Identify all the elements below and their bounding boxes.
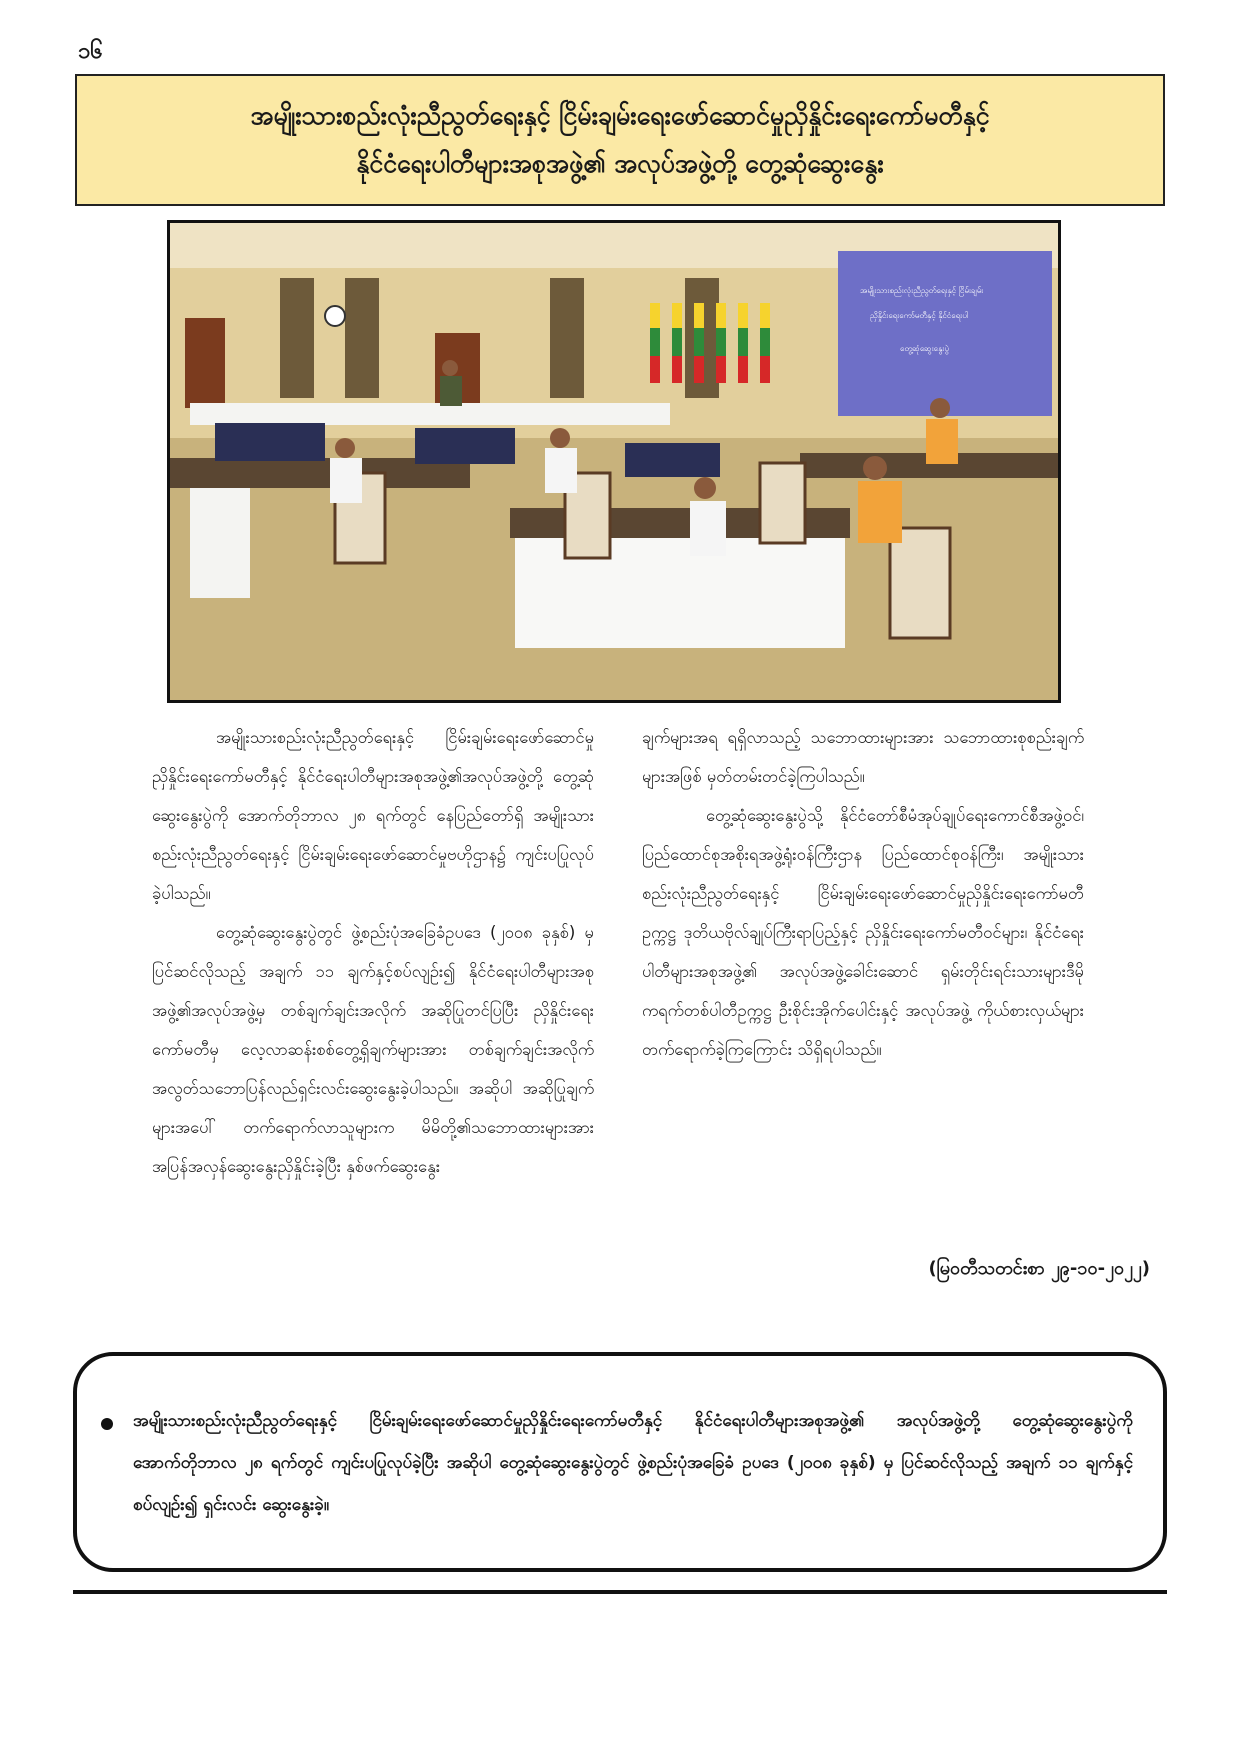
- article-paragraph: ချက်များအရ ရရှိလာသည့် သဘောထားများအား သဘောထားစုစည်းချက်များအဖြစ် မှတ်တမ်းတင်ခဲ့ကြပါသည်။: [642, 728, 1084, 786]
- article-paragraph: တွေ့ဆုံဆွေးနွေးပွဲသို့ နိုင်ငံတော်စီမံအုပ်ချုပ်ရေးကောင်စီအဖွဲ့ဝင်၊ ပြည်ထောင်စုအစိုးရအဖွဲ့ရုံးဝန်ကြီးဌာန ပြည်ထောင်စုဝန်ကြီး၊ အမျိုးသားစည်းလုံးညီညွတ်ရေးနှင့် ငြိမ်းချမ်းရေးဖော်ဆောင်မှုညှိနှိုင်းရေးကော်မတီဥက္ကဋ္ဌ ဒုတိယဗိုလ်ချုပ်ကြီးရာပြည့်နှင့် ညှိနှိုင်းရေးကော်မတီဝင်များ၊ နိုင်ငံရေးပါတီများအစုအဖွဲ့၏ အလုပ်အဖွဲ့ခေါင်းဆောင် ရှမ်းတိုင်းရင်းသားများဒီမိုကရက်တစ်ပါတီဥက္ကဋ္ဌ ဦးစိုင်းအိုက်ပေါင်းနှင့် အလုပ်အဖွဲ့ ကိုယ်စားလှယ်များ တက်ရောက်ခဲ့ကြကြောင်း သိရှိရပါသည်။: [642, 806, 1084, 1059]
- projection-screen: [838, 251, 1052, 416]
- article-paragraph: အမျိုးသားစည်းလုံးညီညွတ်ရေးနှင့် ငြိမ်းချမ်းရေးဖော်ဆောင်မှုညှိနှိုင်းရေးကော်မတီနှင့် နိုင်ငံရေးပါတီများအစုအဖွဲ့၏အလုပ်အဖွဲ့တို့ တွေ့ဆုံဆွေးနွေးပွဲကို အောက်တိုဘာလ ၂၈ ရက်တွင် နေပြည်တော်ရှိ အမျိုးသားစည်းလုံးညီညွတ်ရေးနှင့် ငြိမ်းချမ်းရေးဖော်ဆောင်မှုဗဟိုဌာန၌ ကျင်းပပြုလုပ်ခဲ့ပါသည်။: [152, 728, 594, 903]
- article-right-column: [642, 718, 1084, 1069]
- summary-box: [73, 1352, 1167, 1572]
- bottom-rule: [73, 1590, 1167, 1594]
- screen-text-2: ညှိနှိုင်းရေးကော်မတီနှင့် နိုင်ငံရေးပါ: [870, 311, 969, 320]
- article-paragraph: တွေ့ဆုံဆွေးနွေးပွဲတွင် ဖွဲ့စည်းပုံအခြေခံဥပဒေ (၂၀၀၈ ခုနှစ်) မှ ပြင်ဆင်လိုသည့် အချက် ၁၁ ချက်နှင့်စပ်လျဉ်း၍ နိုင်ငံရေးပါတီများအစုအဖွဲ့၏အလုပ်အဖွဲ့မှ တစ်ချက်ချင်းအလိုက် အဆိုပြုတင်ပြပြီး ညှိနှိုင်းရေးကော်မတီမှ လေ့လာဆန်းစစ်တွေ့ရှိချက်များအား တစ်ချက်ချင်းအလိုက် အလွတ်သဘောပြန်လည်ရှင်းလင်းဆွေးနွေးခဲ့ပါသည်။ အဆိုပါ အဆိုပြုချက်များအပေါ် တက်ရောက်လာသူများက မိမိတို့၏သဘောထားများအား အပြန်အလှန်ဆွေးနွေးညှိနှိုင်းခဲ့ပြီး နှစ်ဖက်ဆွေးနွေး: [152, 923, 594, 1176]
- meeting-photo: [167, 220, 1061, 703]
- screen-text-1: အမျိုးသားစည်းလုံးညီညွတ်ရေးနှင့် ငြိမ်းချမ်း: [860, 286, 984, 295]
- article-left-column: [152, 718, 594, 1186]
- bullet-icon: [101, 1418, 113, 1430]
- source-credit: (မြဝတီသတင်းစာ ၂၉-၁၀-၂၀၂၂): [928, 1258, 1150, 1279]
- screen-text-3: တွေ့ဆုံဆွေးနွေးပွဲ: [900, 344, 949, 353]
- page-number: ၁၆: [78, 39, 103, 64]
- summary-text: အမျိုးသားစည်းလုံးညီညွတ်ရေးနှင့် ငြိမ်းချမ်းရေးဖော်ဆောင်မှုညှိနှိုင်းရေးကော်မတီနှင့် နိုင်ငံရေးပါတီများအစုအဖွဲ့၏ အလုပ်အဖွဲ့တို့ တွေ့ဆုံဆွေးနွေးပွဲကို အောက်တိုဘာလ ၂၈ ရက်တွင် ကျင်းပပြုလုပ်ခဲ့ပြီး အဆိုပါ တွေ့ဆုံဆွေးနွေးပွဲတွင် ဖွဲ့စည်းပုံအခြေခံ ဥပဒေ (၂၀၀၈ ခုနှစ်) မှ ပြင်ဆင်လိုသည့် အချက် ၁၁ ချက်နှင့်စပ်လျဉ်း၍ ရှင်းလင်း ဆွေးနွေးခဲ့။: [133, 1411, 1133, 1515]
- headline-line-1: အမျိုးသားစည်းလုံးညီညွတ်ရေးနှင့် ငြိမ်းချမ်းရေးဖော်ဆောင်မှုညှိနှိုင်းရေးကော်မတီနှင့်: [250, 101, 990, 130]
- headline-line-2: နိုင်ငံရေးပါတီများအစုအဖွဲ့၏ အလုပ်အဖွဲ့တို့ တွေ့ဆုံဆွေးနွေး: [356, 149, 884, 178]
- headline-box: [75, 74, 1165, 206]
